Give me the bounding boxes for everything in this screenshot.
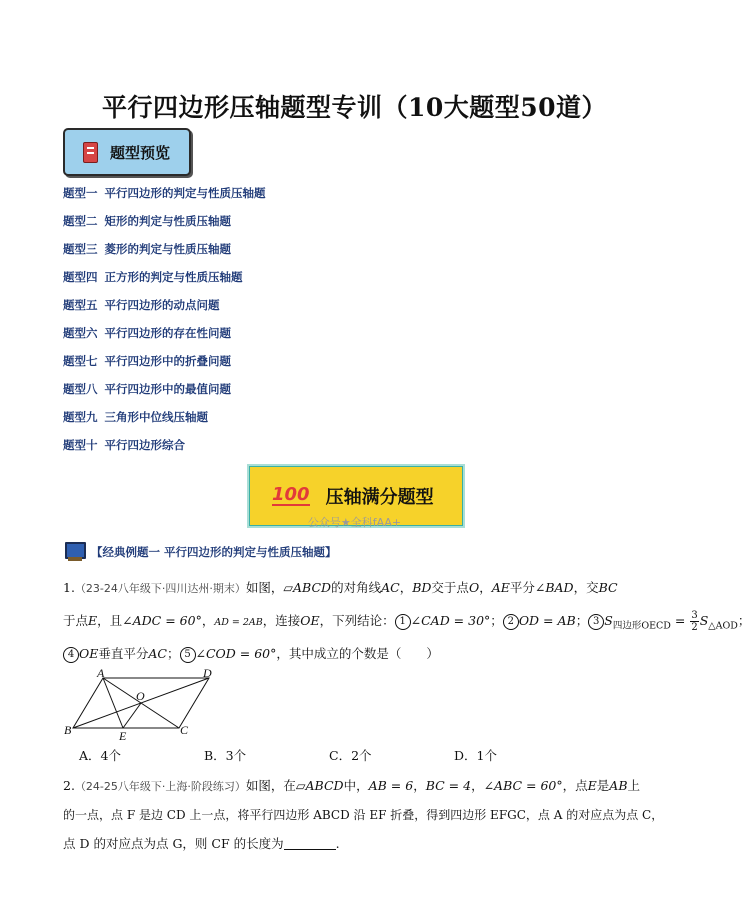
page-title: 平行四边形压轴题型专训（10大题型50道） [101, 93, 608, 122]
label-C: C [180, 723, 189, 737]
toc-item[interactable]: 题型八 平行四边形中的最值问题 [63, 382, 231, 396]
label-D: D [203, 666, 212, 680]
q1-line-1: 1.（23-24八年级下·四川达州·期末）如图，▱ABCD的对角线AC，BD交于点O，AE平分∠BAD，交BC [63, 580, 618, 595]
circled-number: 5 [180, 647, 196, 663]
label-A: A [97, 666, 105, 680]
q2-line-1: 2.（24-25八年级下·上海·阶段练习）如图，在▱ABCD中，AB = 6，BC = 4，∠ABC = 60°，点E是AB上 [63, 778, 641, 793]
circled-number: 2 [503, 614, 519, 630]
example-heading [63, 541, 337, 563]
preview-badge-label: 题型预览 [110, 143, 171, 162]
toc-item[interactable]: 题型十 平行四边形综合 [63, 438, 185, 452]
toc-item[interactable]: 题型三 菱形的判定与性质压轴题 [63, 242, 231, 256]
q1-options [79, 746, 497, 764]
toc-item[interactable]: 题型二 矩形的判定与性质压轴题 [63, 214, 231, 228]
toc-item[interactable]: 题型四 正方形的判定与性质压轴题 [63, 270, 243, 284]
example-heading-text: 【经典例题一 平行四边形的判定与性质压轴题】 [91, 545, 337, 559]
circled-number: 3 [588, 614, 604, 630]
toc-item[interactable]: 题型五 平行四边形的动点问题 [63, 298, 220, 312]
toc-item[interactable]: 题型九 三角形中位线压轴题 [63, 410, 208, 424]
q2-line-2: 的一点，点 F 是边 CD 上一点，将平行四边形 ABCD 沿 EF 折叠，得到四边形 EFGC，点 A 的对应点为点 C， [63, 808, 664, 822]
hundred-points-icon: 100 [272, 484, 310, 505]
label-O: O [136, 689, 145, 703]
q2-line-3: 点 D 的对应点为点 G，则 CF 的长度为 . [63, 836, 340, 851]
q1-line-2: 于点E，且∠ADC = 60°，AD = 2AB，连接OE，下列结论： 1 ∠CAD = 30°； 2 OD = AB； 3 $S_{四边形OECD}$ = $\frac{3}{2}$ $S_{\triangle AOD}$； [63, 610, 750, 633]
circled-number: 1 [395, 614, 411, 630]
option-d[interactable]: D．1个 [454, 748, 497, 763]
toc-item[interactable]: 题型六 平行四边形的存在性问题 [63, 326, 231, 340]
label-E: E [119, 729, 127, 743]
label-B: B [64, 723, 72, 737]
option-c[interactable]: C．2个 [329, 748, 372, 763]
watermark: 公众号★全科fAA+ [307, 516, 402, 529]
q1-line-3: 4 OE垂直平分AC； 5 ∠COD = 60°，其中成立的个数是（ ） [63, 644, 439, 663]
toc-item[interactable]: 题型七 平行四边形中的折叠问题 [63, 354, 231, 368]
computer-icon [63, 541, 87, 563]
parallelogram-figure [63, 668, 223, 744]
option-a[interactable]: A．4个 [79, 748, 121, 763]
circled-number: 4 [63, 647, 79, 663]
answer-blank[interactable] [284, 837, 336, 850]
toc-list [63, 182, 266, 462]
option-b[interactable]: B．3个 [204, 748, 247, 763]
fraction: $\frac{3}{2}$ [691, 610, 698, 633]
preview-badge [63, 128, 191, 176]
toc-item[interactable]: 题型一 平行四边形的判定与性质压轴题 [63, 186, 266, 200]
book-icon [83, 142, 98, 163]
full-score-label: 压轴满分题型 [325, 487, 434, 508]
